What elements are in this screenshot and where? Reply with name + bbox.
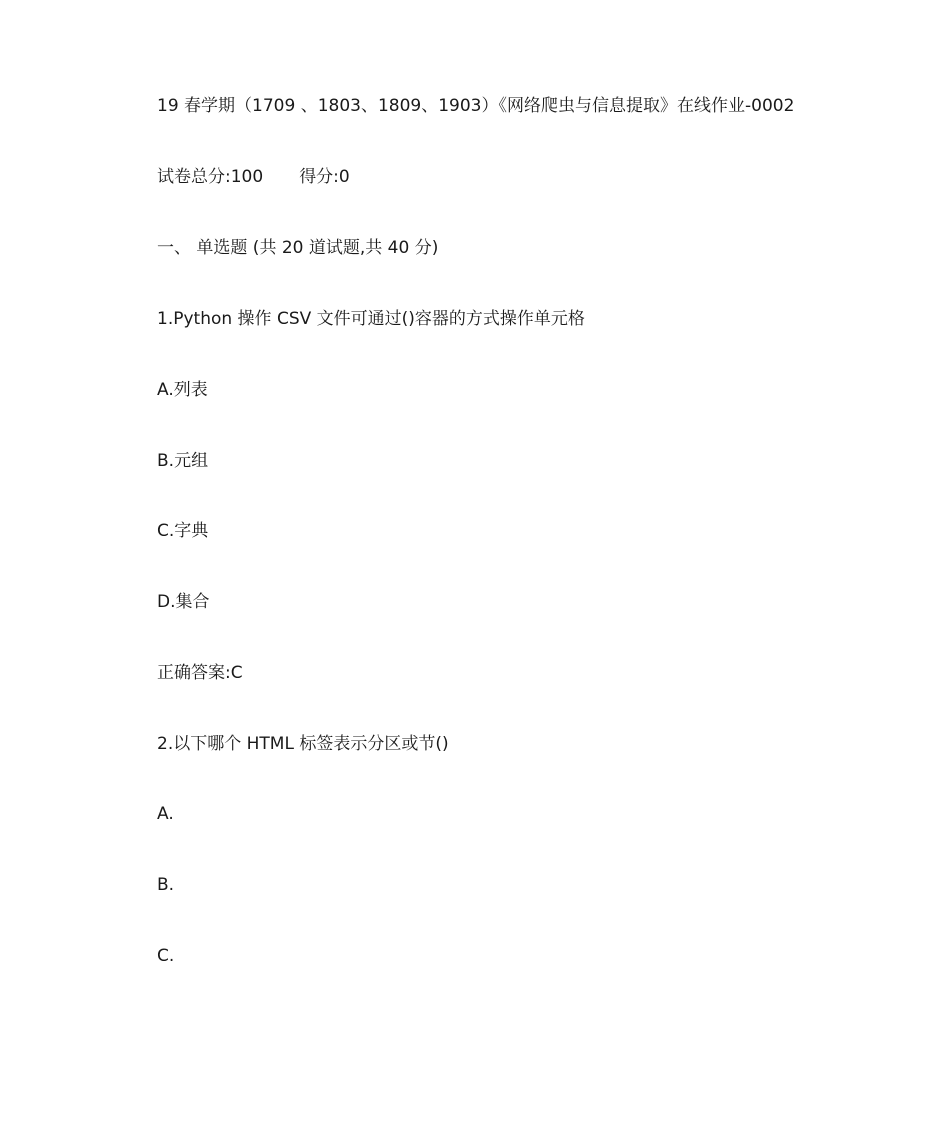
section-heading: 一、 单选题 (共 20 道试题,共 40 分) [157,238,439,258]
document-title: 19 春学期（1709 、1803、1809、1903）《网络爬虫与信息提取》在线作业-0002 [157,96,795,116]
question-2-option-b: B. [157,875,175,895]
total-score: 试卷总分:100 [157,167,264,187]
question-1-stem: 1.Python 操作 CSV 文件可通过()容器的方式操作单元格 [157,309,585,329]
question-2-option-c: C. [157,946,175,966]
obtained-score: 得分:0 [299,167,350,187]
question-1-option-d: D.集合 [157,592,210,612]
score-summary [157,165,350,189]
question-1-answer: 正确答案:C [157,663,243,683]
question-1-option-a: A.列表 [157,380,208,400]
question-1-option-b: B.元组 [157,451,209,471]
question-2-stem: 2.以下哪个 HTML 标签表示分区或节() [157,734,449,754]
question-2-option-a: A. [157,804,174,824]
question-1-option-c: C.字典 [157,521,209,541]
